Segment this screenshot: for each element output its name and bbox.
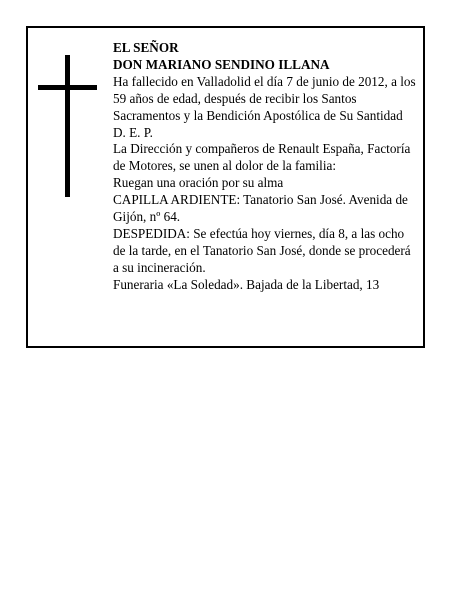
obituary-company-paragraph: La Dirección y compañeros de Renault España, Factoría de Motores, se unen al dolor de la familia: [113,141,411,174]
obituary-rip: D. E. P. [113,124,153,140]
obituary-death-paragraph: Ha fallecido en Valladolid el día 7 de junio de 2012, a los 59 años de edad, después de recibir los Santos Sacramentos y la Bendición Apostólica de Su Santidad [113,73,416,123]
obituary-text [113,40,417,294]
obituary-prayer: Ruegan una oración por su alma [113,175,284,191]
obituary-deceased-name: DON MARIANO SENDINO ILLANA [113,56,330,72]
cross-horizontal-bar [38,85,97,90]
obituary-chapel: CAPILLA ARDIENTE: Tanatorio San José. Avenida de Gijón, nº 64. [113,192,408,225]
cross-vertical-bar [65,55,70,197]
obituary-heading-title: EL SEÑOR [113,40,179,55]
obituary-farewell: DESPEDIDA: Se efectúa hoy viernes, día 8, a las ocho de la tarde, en el Tanatorio San José, donde se procederá a su incineración. [113,225,411,275]
obituary-funeral-home: Funeraria «La Soledad». Bajada de la Libertad, 13 [113,276,380,292]
